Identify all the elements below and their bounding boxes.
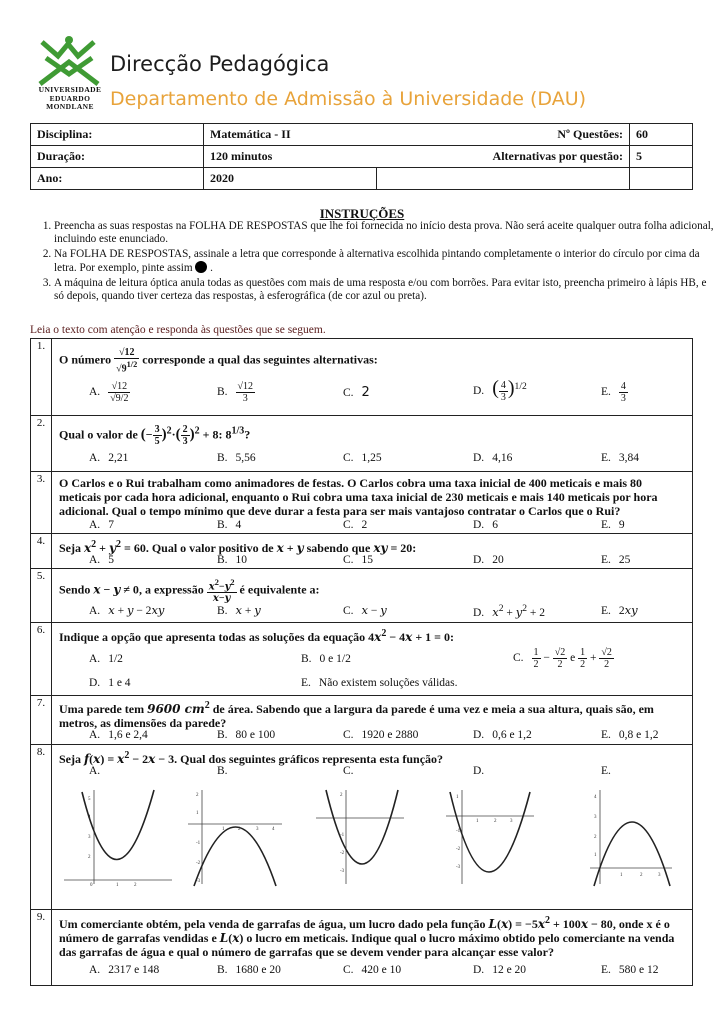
question-9: 9. Um comerciante obtém, pela venda de garrafas de água, um lucro dado pela função $L(x) = -5x^2 + 100x - 80$, onde x é o número de garrafas vendidas e L(x) o lucro em meticais. Indique qual o lucro máximo obtido pelo comerciante na venda das garrafas de água e qual o número de garrafas que se devem vender para alcançar esse valor? A. 2317 e 148 B. 1680 e 20 C. 420 e 10 D. 12 e 20 E. 580 e 12	[30, 909, 693, 986]
filled-circle-icon	[195, 261, 207, 273]
question-3: 3. O Carlos e o Rui trabalham como animadores de festas. O Carlos cobra uma taxa inicial de 400 meticais e mais 80 meticais por cada hora adicional, enquanto o Rui cobra uma taxa inicial de 230 meticais e mais 140 meticais por hora adicional. Qual o tempo mínimo que deve durar a festa para ser mais vantajoso contratar o Carlos que o Rui? A. 7 B. 4 C. 2 D. 6 E. 9	[30, 471, 693, 534]
q9-option-d: D. 12 e 20	[473, 964, 527, 976]
question-1: 1. O número $\frac{√12}{√9^{1/2}}$ corresponde a qual das seguintes alternativas: A. $\frac{√12}{√9/2}$ B. $\frac{√12}{3}$ C. 2 D. ( $\frac{4}{3}$ )$^{1/2}$ E. $\frac{4}{3}$	[30, 338, 693, 416]
svg-text:1: 1	[620, 873, 623, 878]
question-4: 4. Seja $x^2 + y^2 = 60$. Qual o valor positivo de x + y sabendo que xy = 20: A. 5 B. 10 C. 15 D. 20 E. 25	[30, 533, 693, 569]
q8-label-b: B.	[217, 765, 228, 777]
q3-option-b: B. 4	[217, 519, 242, 531]
instructions-list	[36, 218, 714, 305]
q2-option-b: B. 5,56	[217, 452, 256, 464]
subtitle: Departamento de Admissão à Universidade (DAU)	[110, 88, 587, 110]
lead-text: Leia o texto com atenção e responda às questões que se seguem.	[30, 324, 326, 336]
svg-text:-3: -3	[340, 869, 345, 874]
svg-text:-2: -2	[456, 847, 461, 852]
q3-option-a: A. 7	[89, 519, 114, 531]
q8-label-e: E.	[601, 765, 611, 777]
svg-text:3: 3	[256, 827, 259, 832]
svg-text:1: 1	[456, 795, 459, 800]
q5-option-b: B. x + y	[217, 603, 261, 617]
ano-label: Ano:	[31, 168, 204, 190]
q7-option-c: C. 1920 e 2880	[343, 729, 419, 741]
svg-text:-1: -1	[196, 841, 201, 846]
ano-value: 2020	[204, 168, 377, 190]
svg-text:1: 1	[476, 819, 479, 824]
question-8: 8. Seja $f(x) = x^2 - 2x - 3$. Qual dos seguintes gráficos representa esta função? A. B. C. D. E.	[30, 744, 693, 910]
svg-text:2: 2	[88, 855, 91, 860]
svg-text:2: 2	[340, 793, 343, 798]
q7-option-d: D. 0,6 e 1,2	[473, 729, 532, 741]
svg-text:4: 4	[88, 815, 91, 820]
svg-text:-3: -3	[456, 865, 461, 870]
q6-option-d: D. 1 e 4	[89, 677, 131, 689]
q4-option-b: B. 10	[217, 554, 248, 566]
q8-label-a: A.	[89, 765, 101, 777]
svg-text:3: 3	[88, 835, 91, 840]
nquestoes-label: Nº Questões:	[376, 124, 630, 146]
q4-option-a: A. 5	[89, 554, 114, 566]
svg-text:2: 2	[196, 793, 199, 798]
svg-text:2: 2	[594, 835, 597, 840]
q4-option-d: D. 20	[473, 554, 504, 566]
svg-text:2: 2	[238, 827, 241, 832]
q1-option-b: B. $\frac{√12}{3}$	[217, 381, 254, 404]
alternativas-label: Alternativas por questão:	[376, 146, 630, 168]
q4-option-c: C. 15	[343, 554, 374, 566]
q9-option-b: B. 1680 e 20	[217, 964, 281, 976]
q7-option-e: E. 0,8 e 1,2	[601, 729, 659, 741]
q7-option-b: B. 80 e 100	[217, 729, 276, 741]
exam-info-table	[30, 123, 693, 190]
q6-option-b: B. 0 e 1/2	[301, 653, 351, 665]
svg-text:1: 1	[594, 853, 597, 858]
svg-text:5: 5	[88, 797, 91, 802]
alternativas-value: 5	[630, 146, 693, 168]
svg-text:-2: -2	[340, 851, 345, 856]
q5-option-c: C. x − y	[343, 603, 387, 617]
q2-option-a: A. 2,21	[89, 452, 129, 464]
svg-text:2: 2	[640, 873, 643, 878]
university-name: UNIVERSIDADE EDUARDO MONDLANE	[38, 85, 102, 111]
svg-text:-1: -1	[340, 833, 345, 838]
instruction-item: 3. A máquina de leitura óptica anula todas as questões com mais de uma resposta e/ou com borrões. Para evitar isto, preencha primeiro à lápis HB, e só depois, quando tiver certeza das respostas, à esferográfica (de cor azul ou preta).	[54, 277, 714, 303]
q6-option-c: C. $\frac{1}{2}$ − $\frac{√2}{2}$ e $\frac{1}{2}$ + $\frac{√2}{2}$	[513, 647, 612, 670]
svg-text:3: 3	[658, 873, 661, 878]
svg-text:1: 1	[116, 883, 119, 888]
instructions-title: INSTRUÇÕES	[319, 206, 405, 221]
title: Direcção Pedagógica	[110, 52, 330, 76]
disciplina-label: Disciplina:	[31, 124, 204, 146]
q2-option-c: C. 1,25	[343, 452, 382, 464]
svg-text:1: 1	[222, 827, 225, 832]
svg-text:-2: -2	[196, 861, 201, 866]
svg-text:3: 3	[510, 819, 513, 824]
question-5: 5. Sendo x − y ≠ 0, a expressão $\frac{x^2-y^2}{x-y}$ é equivalente a: A. x + y − 2xy B. x + y C. x − y D. $x^2 + y^2 + 2$ E. 2xy	[30, 568, 693, 623]
q8-graph-b	[188, 788, 284, 888]
svg-text:4: 4	[594, 795, 597, 800]
question-2: 2. Qual o valor de (− $\frac{3}{5}$ )$^2$·( $\frac{2}{3}$ )$^2$ + 8: $8^{1/3}$? A. 2,21 B. 5,56 C. 1,25 D. 4,16 E. 3,84	[30, 415, 693, 472]
question-7: 7. Uma parede tem 9600 $cm^2$ de área. Sabendo que a largura da parede é uma vez e meia a sua altura, quais são, em metros, as dimensões da parede? A. 1,6 e 2,4 B. 80 e 100 C. 1920 e 2880 D. 0,6 e 1,2 E. 0,8 e 1,2	[30, 695, 693, 745]
q8-graph-e	[590, 788, 674, 888]
svg-text:-3: -3	[196, 879, 201, 884]
svg-text:-1: -1	[456, 829, 461, 834]
q4-option-e: E. 25	[601, 554, 631, 566]
q8-graph-a	[64, 788, 174, 888]
q5-option-e: E. 2xy	[601, 603, 638, 617]
q3-option-c: C. 2	[343, 519, 368, 531]
disciplina-value: Matemática - II	[204, 124, 377, 146]
q8-label-d: D.	[473, 765, 485, 777]
duracao-value: 120 minutos	[204, 146, 377, 168]
q5-option-a: A. x + y − 2xy	[89, 603, 165, 617]
q8-graph-c	[316, 788, 406, 888]
svg-text:3: 3	[594, 815, 597, 820]
q2-option-e: E. 3,84	[601, 452, 640, 464]
svg-text:1: 1	[196, 811, 199, 816]
instruction-item: 1. Preencha as suas respostas na FOLHA DE RESPOSTAS que lhe foi fornecida no início desta prova. Não será aceite qualquer outra folha adicional, incluindo este enunciado.	[54, 220, 714, 246]
q1-option-c: C. 2	[343, 385, 370, 400]
duracao-label: Duração:	[31, 146, 204, 168]
q6-option-a: A. 1/2	[89, 653, 123, 665]
q5-option-d: D. $x^2 + y^2 + 2$	[473, 603, 546, 619]
svg-text:4: 4	[272, 827, 275, 832]
q3-option-e: E. 9	[601, 519, 625, 531]
svg-text:0: 0	[90, 883, 93, 888]
q7-option-a: A. 1,6 e 2,4	[89, 729, 148, 741]
q1-option-e: E. $\frac{4}{3}$	[601, 381, 626, 404]
q2-option-d: D. 4,16	[473, 452, 513, 464]
instruction-item: 2. Na FOLHA DE RESPOSTAS, assinale a letra que corresponde à alternativa escolhida pintando completamente o interior do círculo por cima da letra. Por exemplo, pinte assim .	[54, 248, 714, 275]
q9-option-a: A. 2317 e 148	[89, 964, 160, 976]
q9-option-e: E. 580 e 12	[601, 964, 659, 976]
question-6: 6. Indique a opção que apresenta todas as soluções da equação $4x^2 - 4x + 1 = 0$: A. 1/2 B. 0 e 1/2 C. $\frac{1}{2}$ − $\frac{√2}{2}$ e $\frac{1}{2}$ + $\frac{√2}{2}$ D. 1 e 4 E. Não existem soluções válidas.	[30, 622, 693, 696]
q3-option-d: D. 6	[473, 519, 498, 531]
nquestoes-value: 60	[630, 124, 693, 146]
q1-option-d: D. ( $\frac{4}{3}$ )$^{1/2}$	[473, 377, 527, 403]
q8-graph-d	[446, 788, 536, 888]
q1-option-a: A. $\frac{√12}{√9/2}$	[89, 381, 129, 404]
svg-text:2: 2	[134, 883, 137, 888]
q8-label-c: C.	[343, 765, 354, 777]
svg-text:2: 2	[494, 819, 497, 824]
q9-option-c: C. 420 e 10	[343, 964, 402, 976]
q6-option-e: E. Não existem soluções válidas.	[301, 677, 458, 689]
